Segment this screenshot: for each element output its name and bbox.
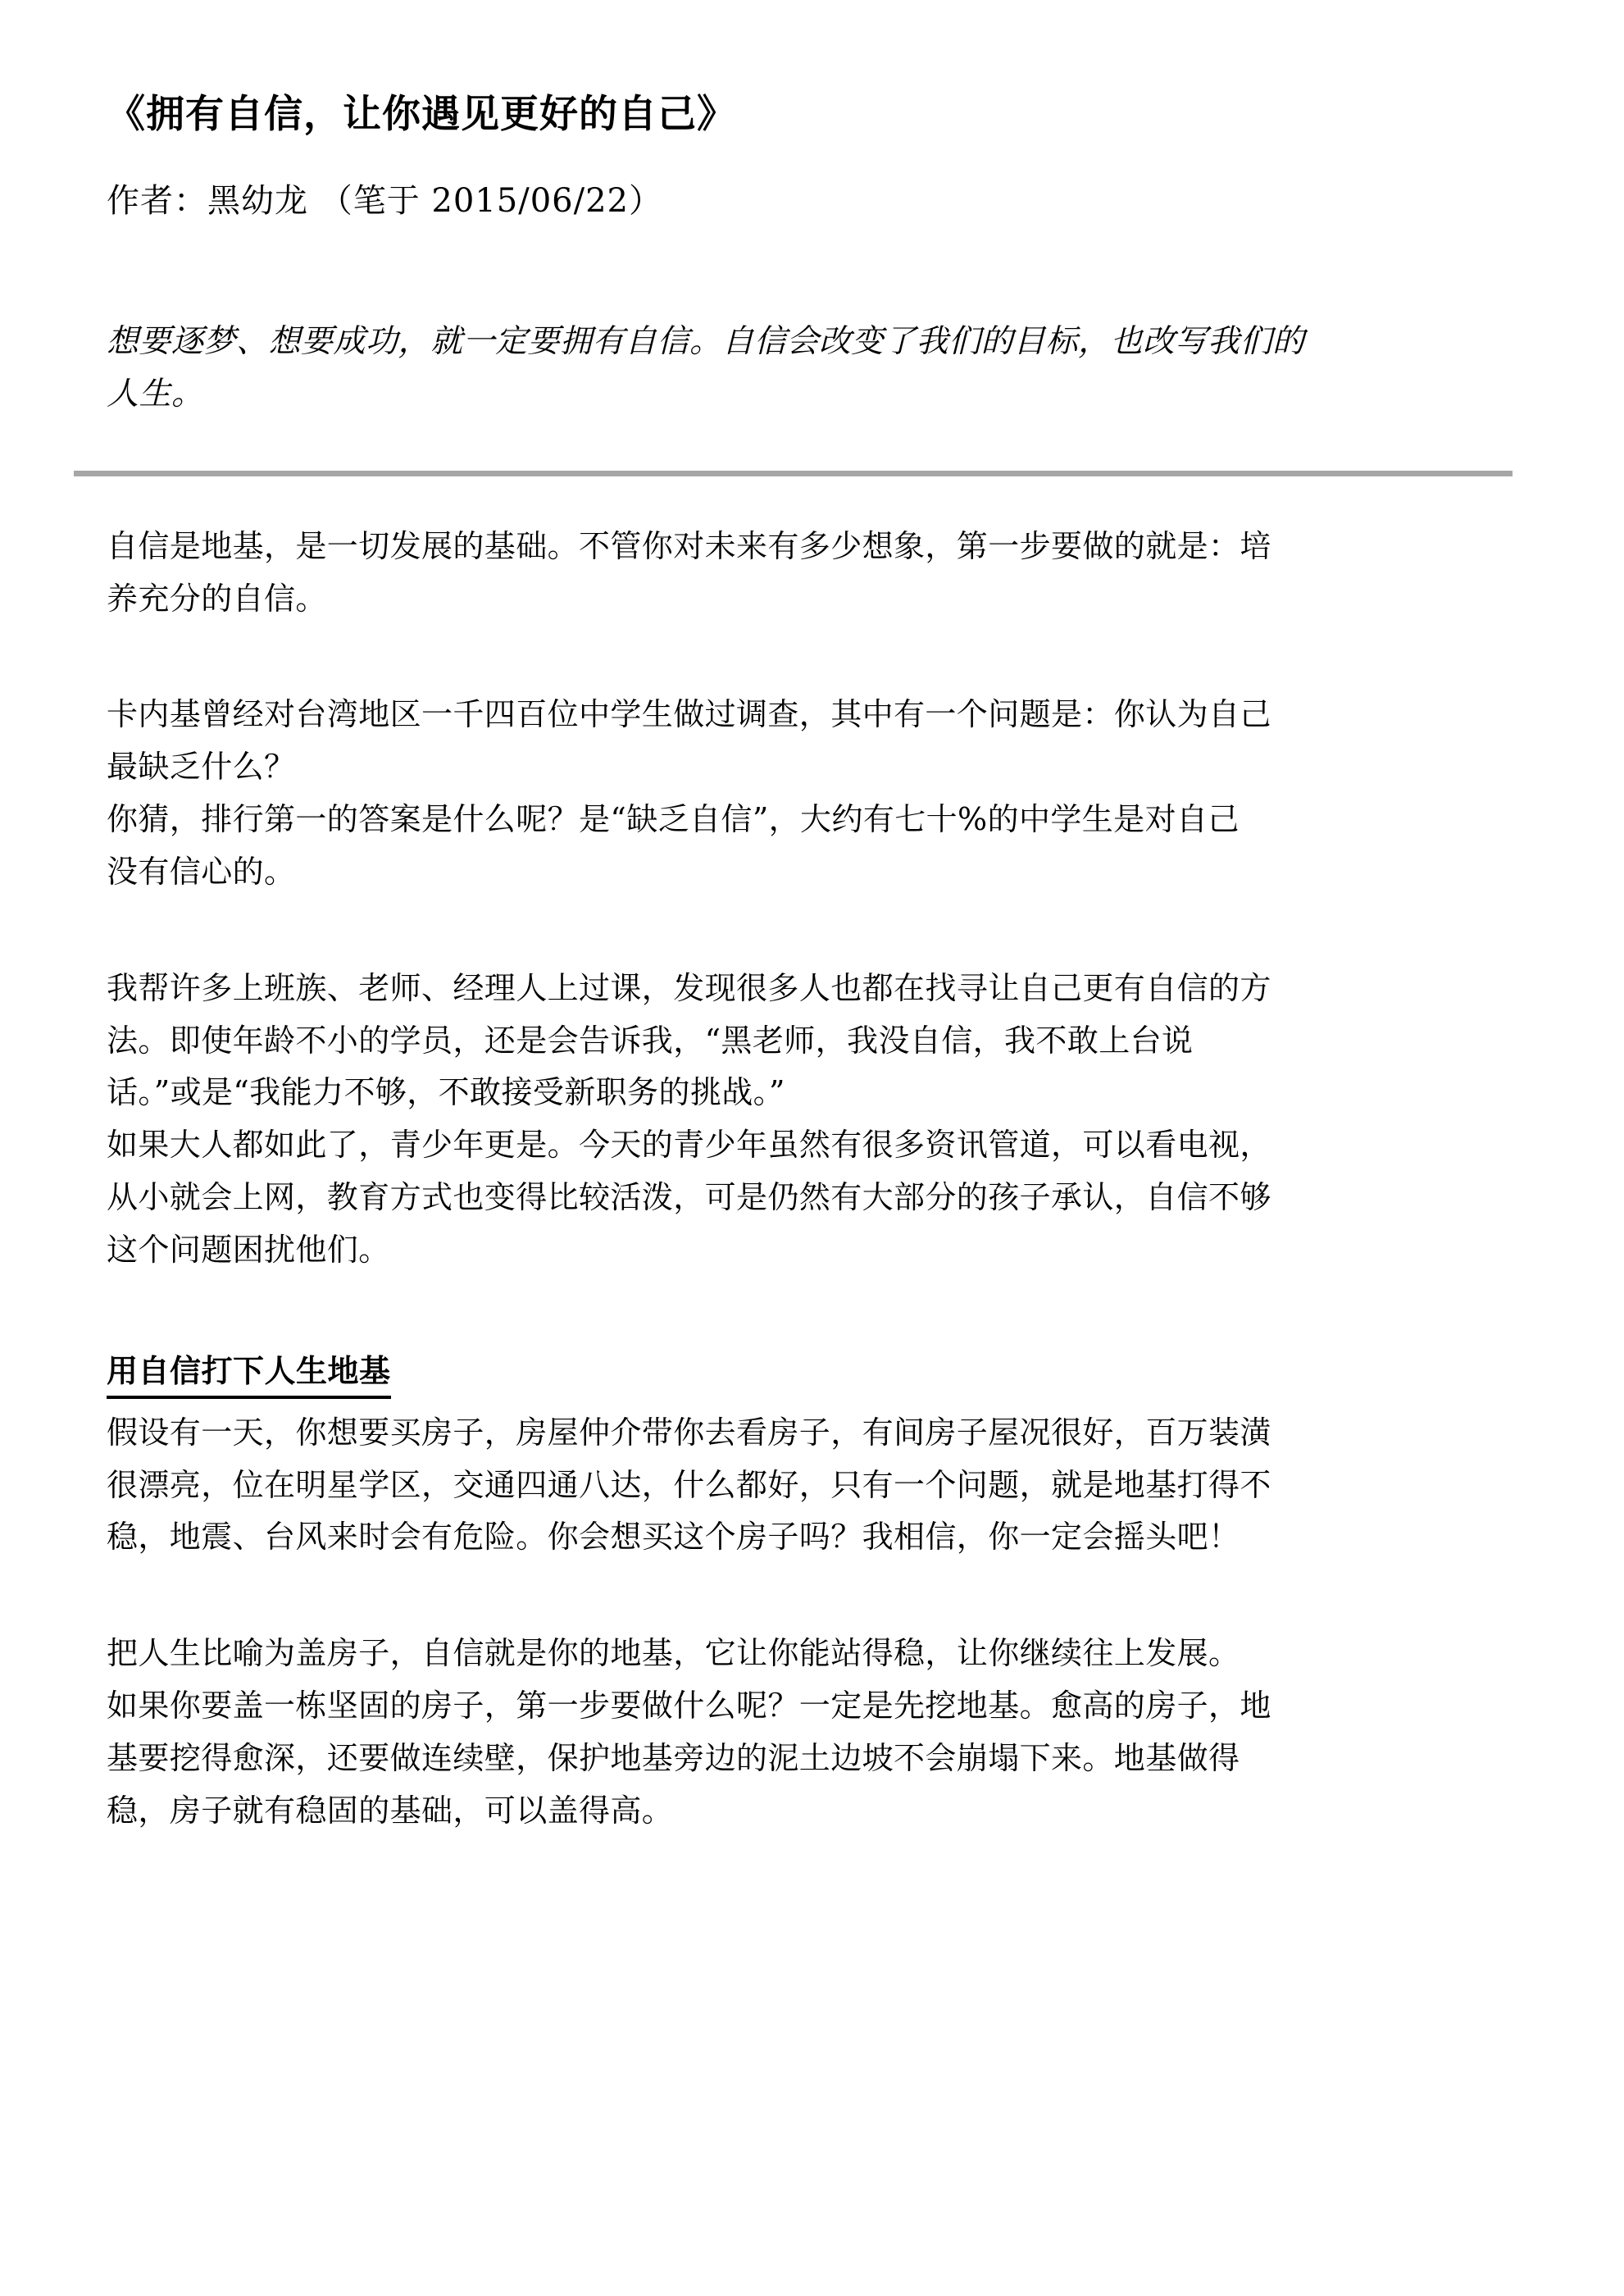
paragraph-line: 基要挖得愈深，还要做连续壁，保护地基旁边的泥土边坡不会崩塌下来。地基做得 <box>107 1739 1240 1776</box>
paragraph-line: 你猜，排行第一的答案是什么呢？是“缺乏自信”，大约有七十%的中学生是对自己 <box>107 801 1240 838</box>
paragraph-students <box>107 963 1517 1277</box>
paragraph-line: 话。”或是“我能力不够，不敢接受新职务的挑战。” <box>107 1074 785 1111</box>
paragraph-line: 最缺乏什么？ <box>107 749 296 786</box>
paragraph-spacer <box>107 625 1517 689</box>
paragraph-spacer <box>107 1564 1517 1628</box>
paragraph-line: 稳，地震、台风来时会有危险。你会想买这个房子吗？我相信，你一定会摇头吧！ <box>107 1519 1240 1556</box>
paragraph-line: 很漂亮，位在明星学区，交通四通八达，什么都好，只有一个问题，就是地基打得不 <box>107 1466 1271 1503</box>
paragraph-metaphor <box>107 1628 1517 1837</box>
paragraph-line: 如果大人都如此了，青少年更是。今天的青少年虽然有很多资讯管道，可以看电视， <box>107 1127 1271 1164</box>
paragraph-line: 如果你要盖一栋坚固的房子，第一步要做什么呢？一定是先挖地基。愈高的房子，地 <box>107 1688 1271 1724</box>
section-divider <box>74 471 1513 476</box>
body-text <box>107 476 1517 1838</box>
paragraph-house-buying <box>107 1407 1517 1564</box>
paragraph-line: 我帮许多上班族、老师、经理人上过课，发现很多人也都在找寻让自己更有自信的方 <box>107 969 1271 1006</box>
paragraph-line: 养充分的自信。 <box>107 580 327 617</box>
paragraph-line: 从小就会上网，教育方式也变得比较活泼，可是仍然有大部分的孩子承认，自信不够 <box>107 1179 1271 1216</box>
page-title: 《拥有自信，让你遇见更好的自己》 <box>107 92 736 137</box>
paragraph-line: 假设有一天，你想要买房子，房屋仲介带你去看房子，有间房子屋况很好，百万装潢 <box>107 1414 1271 1451</box>
paragraph-line: 自信是地基，是一切发展的基础。不管你对未来有多少想象，第一步要做的就是：培 <box>107 527 1271 564</box>
section-heading: 用自信打下人生地基 <box>107 1347 391 1399</box>
paragraph-foundation <box>107 521 1517 626</box>
paragraph-line: 法。即使年龄不小的学员，还是会告诉我，“黑老师，我没自信，我不敢上台说 <box>107 1022 1194 1059</box>
paragraph-line: 没有信心的。 <box>107 853 296 890</box>
paragraph-line: 稳，房子就有稳固的基础，可以盖得高。 <box>107 1792 674 1829</box>
lead-quote <box>107 224 1451 419</box>
author-byline: 作者：黑幼龙 （笔于 2015/06/22） <box>107 182 662 221</box>
document-content <box>107 0 1517 1838</box>
lead-line: 人生。 <box>107 375 204 412</box>
paragraph-line: 卡内基曾经对台湾地区一千四百位中学生做过调查，其中有一个问题是：你认为自己 <box>107 696 1271 733</box>
paragraph-line: 把人生比喻为盖房子，自信就是你的地基，它让你能站得稳，让你继续往上发展。 <box>107 1635 1240 1672</box>
paragraph-survey <box>107 689 1517 898</box>
paragraph-spacer <box>107 899 1517 963</box>
section-heading-wrap <box>107 1277 1517 1407</box>
lead-line: 想要逐梦、想要成功，就一定要拥有自信。自信会改变了我们的目标，也改写我们的 <box>107 323 1305 361</box>
paragraph-line: 这个问题困扰他们。 <box>107 1231 390 1268</box>
